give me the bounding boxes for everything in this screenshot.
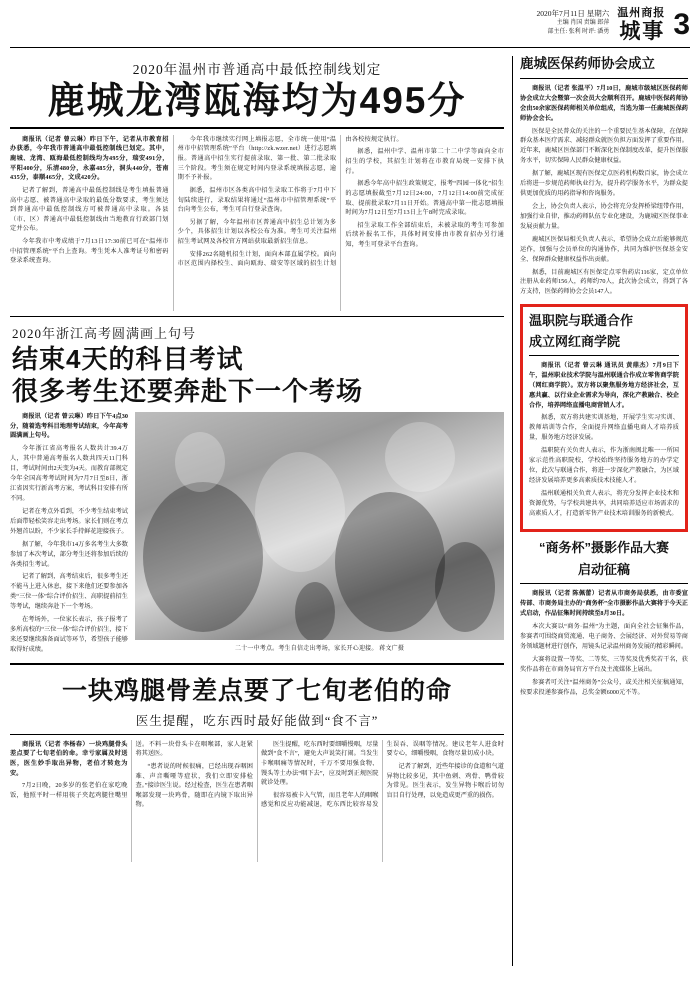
- paragraph: 今年我市中考成绩于7月13日17:30前已可在“温州市中招管理系统”平台上查询。考生凭本人准考证号和密码登录系统查询。: [10, 237, 169, 265]
- rule: [10, 127, 504, 129]
- paragraph: 医保是全民普众的关注的一个重要民生基本保障，在保障群众基本医疗需求、减轻群众就医负担方面发挥了重要作用。近年来，鹿城区医保部门不断深化医保制度改革，提升医保服务水平，切实保障人民群众健康权益。: [520, 127, 688, 165]
- paragraph: 记者了解到，高考结束后，很多考生还不能马上进入休息，接下来他们还要参加各类“三位一体”综合评价招生、高职提前招生等考试，继续奔赴下一个考场。: [10, 573, 128, 611]
- paragraph: 另据了解，今年温州市区普通高中招生总计划为多少个，具体招生计划以各校公布为准。考生可关注温州招生考试网及各校官方网站获取最新招生信息。: [177, 218, 337, 245]
- rule: [10, 734, 504, 735]
- article-1-headline: 鹿城龙湾瓯海均为495分: [47, 80, 467, 121]
- paragraph: 商报讯（记者 曾云琳 通讯员 黄鼎杰）7月9日下午，温州职业技术学院与温州联通合作成立零售商学院（网红商学院）。双方将以聚焦服务地方经济社会，互惠共赢、以行业企业需求为导向，深化产教融合、校企合作，培养网络直播电商营销人才。: [529, 361, 679, 409]
- paragraph: 商报讯（记者 曾云琳）昨日下午，记者从市教育招办获悉，今年我市普通高中最低控制线已划定。其中，鹿城、龙湾、瓯海最低控制线均为495分，瑞安491分，平阳400分，乐清480分，永嘉485分，洞头440分，苍南435分，泰顺465分，文成420分。: [10, 135, 169, 182]
- rule: [529, 355, 679, 356]
- main-column: [10, 56, 504, 966]
- right-article-2-body: [529, 361, 679, 519]
- article-3-body: [10, 740, 504, 862]
- article-1-body: [10, 135, 504, 311]
- rule: [520, 583, 688, 584]
- editor-credit-line-1: 主编 肖国 责编 郎萍: [556, 20, 610, 27]
- article-2-headline-line-1: 结束4天的科目考试: [12, 343, 244, 374]
- paragraph: 据悉，温州市区各类高中招生录取工作将于7月中下旬陆续进行，录取结果将通过“温州市中招管理系统”平台向考生公布，考生可自行登录查询。: [177, 186, 337, 214]
- article-2-headline-line-2: 很多考生还要奔赴下一个考场: [12, 375, 364, 406]
- photo-students-leaving-exam: [135, 412, 504, 640]
- article-2-body: [10, 412, 128, 658]
- paragraph: 很容易被卡入气管，而且老年人的咽喉感觉和反应功能减退，吃东西比较容易发生误吞、误咽等情况。建议老年人进食时要专心，细嚼慢咽，食物尽量切成小块。: [261, 740, 504, 809]
- article-2-kicker: 2020年浙江高考圆满画上句号: [12, 325, 197, 341]
- article-2-content: [10, 412, 504, 658]
- paragraph: 据了解，今年我市14万多名考生大多数参加了本次考试，部分考生还将参加后续的各类招生考试。: [10, 540, 128, 568]
- paragraph: 记者了解到，普通高中最低控制线是考生填报普通高中志愿、被普通高中录取的最低分数要求，考生须达到普通高中最低控制线方可被普通高中录取。各县（市、区）普通高中最低控制线由当地教育行政部门划定并公布。: [10, 186, 169, 233]
- paragraph: 今年我市继续实行网上填报志愿，全市统一使用“温州市中招管理系统”平台（http://zk.wzer.net）进行志愿填报。普通高中招生实行提前录取、第一批、第二批录取三个阶段。考生须在规定时间内登录系统填报志愿，逾期不予补报。: [177, 135, 337, 182]
- paragraph: 7月2日晚，20多岁的张老伯在家吃晚饭，他照平时一样用筷子夹起鸡腿往嘴里送。不料一块骨头卡在咽喉部，家人赶紧将其送医。: [10, 740, 253, 799]
- right-article-3-headline-line-1: “商务杯”摄影作品大赛: [538, 539, 669, 555]
- article-3-subhead: 医生提醒，吃东西时最好能做到“食不言”: [135, 713, 379, 728]
- masthead: [10, 8, 690, 48]
- paragraph: 医生提醒，吃东西时要细嚼慢咽，尽量做到“食不言”，避免大声说笑打闹。当发生卡喉咽痛等情况时，千万不要用强食物、馒头等土办法“咽下去”，应及时到正规医院就诊处理。: [261, 740, 379, 787]
- paragraph: 温职院有关负责人表示，作为浙南闽北唯一一所国家示范性高职院校，学校始终坚持服务地方的办学定位，此次与联通合作，将进一步深化产教融合，为区域经济发展培养更多高素质技术技能人才。: [529, 447, 679, 484]
- article-wzvtc-unicom-highlighted: [520, 304, 688, 531]
- paragraph: 今年浙江省高考报名人数共计39.4万人，其中普通高考报名人数共四天11门科目，考试时间由2天变为4天。而教育部规定今年全国高考考试时间为7月7日至8日，浙江省因实行新高考方案，考试科目安排有所不同。: [10, 445, 128, 502]
- paragraph: 招生录取工作全部结束后，未被录取的考生可参加后续补报名工作，具体时间安排由市教育招办另行通知，考生可登录平台查询。: [345, 221, 504, 248]
- brand-block: [617, 8, 665, 42]
- paragraph: 商报讯（记者 李杨春）一块鸡腿骨头差点要了七旬老伯的命。幸亏家属及时送医，医生妙手取出异物，老伯才转危为安。: [10, 740, 128, 777]
- masthead-left: [10, 8, 617, 37]
- paragraph: 据悉今年高中招生政策规定，报考“四园一体化”招生的志愿填报截至7月12日24:00，7月12日14:00前完成征取、提前批录取7月11日开始。普通高中第一批志愿填报时间为7月12日至7月13日上午8时完成录取。: [345, 180, 504, 217]
- paragraph: 商报讯（记者 曾云琳）昨日下午4点30分，随着选考科目地理考试结束，今年高考圆满画上句号。: [10, 412, 128, 440]
- paragraph: 据悉，温州中学、温州市第二十二中学等面向全市招生的学校，其招生计划将在市教育局统一安排下执行。: [345, 148, 504, 175]
- paragraph: 参赛者可关注“温州商务”公众号，或关注相关征稿通知，按要求投递参赛作品，总奖金额6000元不等。: [520, 678, 688, 696]
- article-3-headline: 一块鸡腿骨差点要了七旬老伯的命: [61, 676, 452, 705]
- masthead-brand: [617, 8, 690, 42]
- paragraph: 大赛将设置一等奖、二等奖、三等奖及优秀奖若干名，获奖作品将在市商务局官方平台及主流媒体上展出。: [520, 655, 688, 673]
- paragraph: 据悉，目前鹿城区有医保定点零售药店116家，定点单位注册从业药师156人，药师约70人，此次协会成立，得到了各方支持，医保药师协会会员147人。: [520, 268, 688, 296]
- publication-date: 2020年7月11日 星期六: [536, 9, 610, 18]
- right-article-3-headline-line-2: 启动征稿: [577, 561, 630, 577]
- page-number: 3: [673, 8, 690, 41]
- article-pharmacist-association: [520, 56, 688, 297]
- right-article-3-body: [520, 589, 688, 697]
- paragraph: 据悉，双方将共建实训基地，开展学生实习实训、教师培训等合作，全面提升网络直播电商人才培养质量，服务地方经济发展。: [529, 414, 679, 442]
- article-high-school-cutoff: [10, 58, 504, 311]
- right-column: [512, 56, 688, 966]
- paragraph: 温州联通相关负责人表示，将充分发挥企业技术和资源优势，与学校共建共享，共同培养适应市场需求的高素质人才，打造新零售产业技术培训服务的新模式。: [529, 489, 679, 517]
- paragraph: 记者了解到，近些年接诊的食道和气道异物比较多见，其中鱼刺、鸡骨、鸭骨较为常见。医生表示，发生异物卡喉后切勿盲目自行处理，以免造成更严重的损伤。: [386, 763, 504, 799]
- article-photo-contest: [520, 540, 688, 698]
- right-article-2-headline-line-2: 成立网红商学院: [529, 333, 621, 349]
- paragraph: 鹿城区医保局相关负责人表示，希望协会成立后能够规范运作，加强与会员单位的沟通协作，共同为维护医保基金安全、保障群众健康权益作出贡献。: [520, 235, 688, 263]
- right-article-1-body: [520, 84, 688, 297]
- page-body: [10, 56, 690, 966]
- right-article-1-headline: 鹿城医保药师协会成立: [520, 56, 655, 71]
- article-gaokao-finished: [10, 323, 504, 658]
- paragraph: 本次大赛以“商务·温州”为主题，面向全社会征集作品，参赛者可围绕商贸流通、电子商务、会展经济、对外贸易等商务领域题材进行创作，用镜头记录温州商务发展的精彩瞬间。: [520, 623, 688, 651]
- article-2-photo-wrap: [135, 412, 504, 658]
- rule: [10, 316, 504, 317]
- editor-credit-line-2: 部主任: 张利 时评: 潘勇: [547, 29, 610, 36]
- paragraph: 商报讯（记者 陈佩蕾）记者从市商务局获悉，由市委宣传部、市商务局主办的“商务杯”全市摄影作品大赛将于今天正式启动，作品征集时间持续至8月30日。: [520, 590, 688, 618]
- paragraph: 商报讯（记者 张温平）7月10日，鹿城市级城区医保药师协会成立大会暨第一次会员大会顺利召开。鹿城中医保药师协会由50余家医保药师相关单位组成，当选为第一任鹿城医保药师协会会长。: [520, 84, 688, 122]
- paragraph: 会上，协会负责人表示，协会将充分发挥桥梁纽带作用，加强行业自律，推动药师队伍专业化建设，为鹿城区医保事业发展贡献力量。: [520, 203, 688, 230]
- section-name: 城事: [619, 20, 666, 43]
- paragraph: 记者在考点外看到，不少考生结束考试后面带轻松笑容走出考场。家长们则在考点外翘首以盼，不少家长手持鲜花迎接孩子。: [10, 507, 128, 535]
- article-2-photo-caption: 二十一中考点。考生自信走出考场，家长开心迎接。 蒋文广摄: [234, 645, 405, 652]
- article-chicken-bone: [10, 671, 504, 862]
- paragraph: 安排262名随机招生计划，面向本部直属学校。面向市区范围内择校生、面向瓯海、瑞安等区域的招生计划由各校按规定执行。: [177, 135, 403, 268]
- article-1-kicker: 2020年温州市普通高中最低控制线划定: [132, 62, 382, 77]
- rule: [520, 78, 688, 79]
- paragraph: 据了解，鹿城区现有医保定点医药机构数百家，协会成立后将进一步规范药师执业行为，提升药学服务水平，为群众提供更加优质的用药指导和咨询服务。: [520, 170, 688, 198]
- right-article-2-headline-line-1: 温职院与联通合作: [529, 313, 634, 329]
- rule: [10, 663, 504, 665]
- paragraph: 在考场外，一位家长表示，孩子报考了多所高校的“三位一体”综合评价招生，接下来还要继续准备面试等环节，希望孩子能够取得好成绩。: [10, 616, 128, 653]
- newspaper-name: 温州商报: [617, 7, 666, 19]
- paragraph: “患者说的时候很痛，已经出现吞咽困难、声音嘶哑等症状，我们立即安排检查。”接诊医生说。经过检查，医生在患者咽喉部发现一块鸡骨，随即在内镜下取出异物。: [135, 763, 253, 809]
